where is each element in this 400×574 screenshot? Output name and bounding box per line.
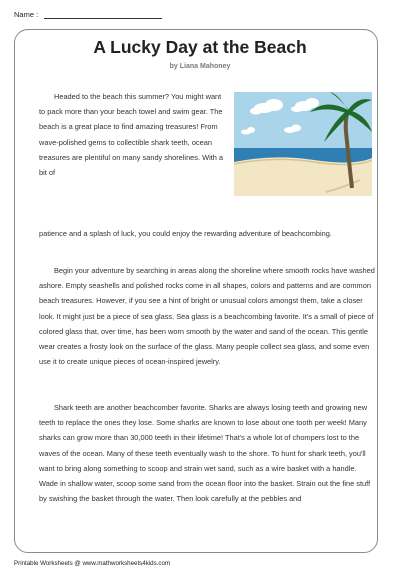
- article-byline: by Liana Mahoney: [169, 63, 231, 70]
- footer-label: Printable Worksheets @: [14, 560, 81, 567]
- paragraph-3: [39, 400, 375, 506]
- beach-palm-tree-illustration: [234, 92, 372, 196]
- paragraph-2-text: Begin your adventure by searching in areas along the shoreline where smooth rocks have washed ashore. Empty seashells and polished rocks come in all shapes, colors and patterns and are common beach treasures. However, if you see a hint of bright or unusual colors amongst them, take a closer look. It might just be a piece of sea glass. Sea glass is a beachcombing favorite. It's a small of piece of colored glass that, over time, has been worn smooth by the water and sand of the ocean. This gentle wear creates a frosty look on the surface of the glass. Many people collect sea glass, and some even use it to create unique pieces of ocean-inspired jewelry.: [39, 266, 375, 367]
- paragraph-3-text: Shark teeth are another beachcomber favorite. Sharks are always losing teeth and growing new teeth to replace the ones they lose. Some sharks are known to lose about one tooth per week! Many sharks can grow more than 30,000 teeth in their lifetime! That's a whole lot of chompers lost to the waves of the ocean. Many of these teeth eventually wash to the shore. To hunt for shark teeth, you'll want to bring along something to scoop and strain wet sand, such as a wire basket with a handle. Wade in shallow water, scoop some sand from the ocean floor into the basket. Strain out the fine stuff by swishing the basket through the water. Then look carefully at the pebbles and: [39, 403, 371, 504]
- article-title: A Lucky Day at the Beach: [93, 37, 307, 57]
- name-label: Name :: [14, 10, 39, 19]
- paragraph-1: [39, 89, 229, 180]
- paragraph-1-continued: patience and a splash of luck, you could enjoy the rewarding adventure of beachcombing.: [39, 229, 332, 238]
- footer-link[interactable]: www.mathworksheets4kids.com: [82, 560, 171, 567]
- name-field: [14, 10, 162, 19]
- name-line[interactable]: [44, 10, 162, 19]
- paragraph-2: [39, 263, 375, 369]
- footer: [14, 560, 170, 567]
- paragraph-1-text: Headed to the beach this summer? You might want to pack more than your beach towel and swim gear. The beach is a great place to find amazing treasures! From wave-polished gems to collectible shark teeth, ocean treasures are plentiful on many sandy shorelines. With a bit of: [39, 92, 224, 178]
